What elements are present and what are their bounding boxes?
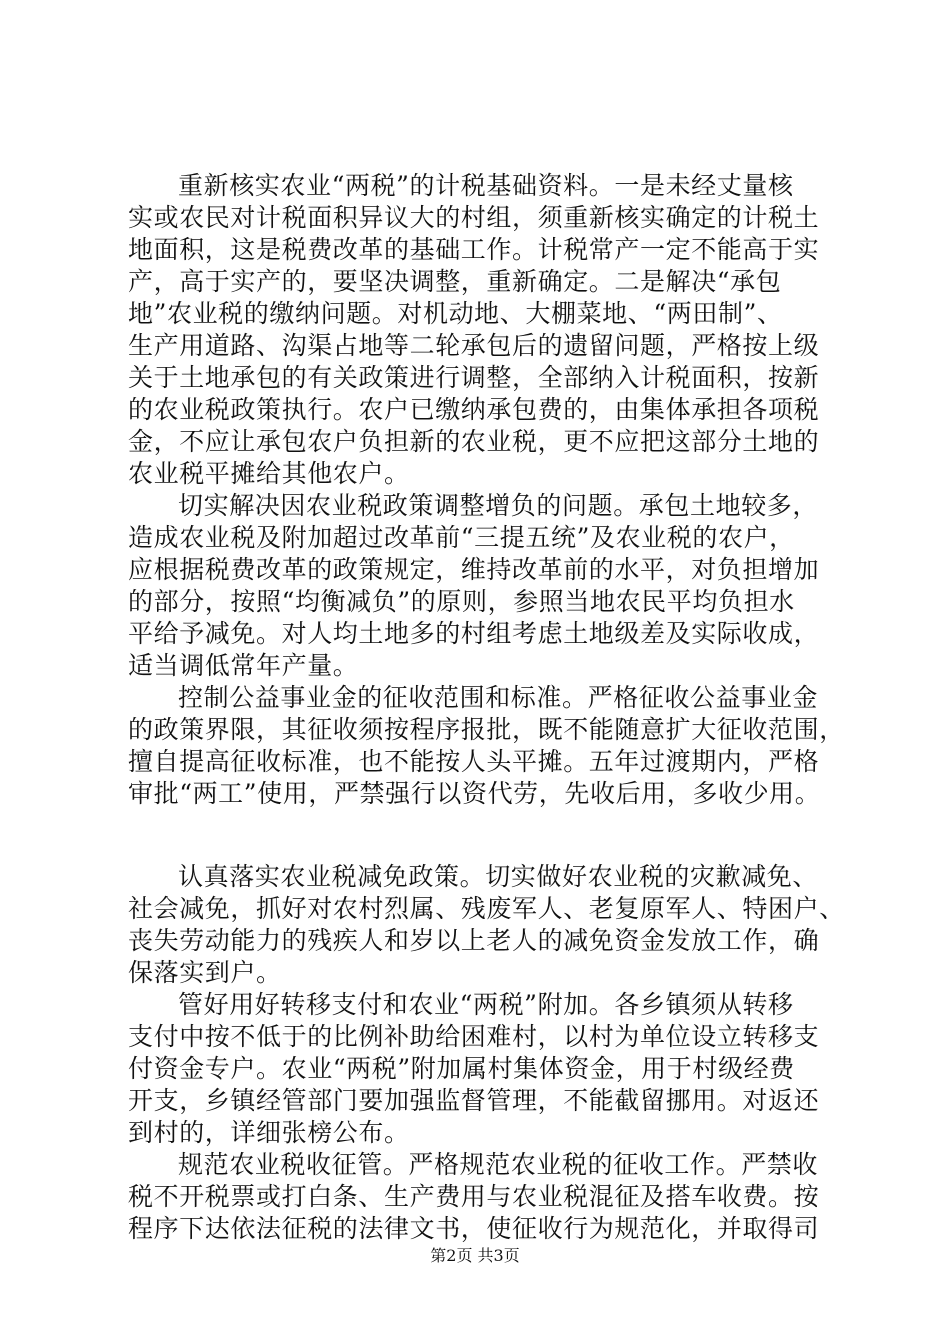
paragraph-public-welfare-fund <box>128 682 845 810</box>
text-line: 控制公益事业金的征收范围和标准。严格征收公益事业金 <box>178 683 819 712</box>
text-line: 实或农民对计税面积异议大的村组，须重新核实确定的计税土 <box>128 203 820 232</box>
paragraph-tax-relief-policy <box>128 861 845 989</box>
text-line: 切实解决因农业税政策调整增负的问题。承包土地较多， <box>178 491 819 520</box>
text-line: 丧失劳动能力的残疾人和岁以上老人的减免资金发放工作，确 <box>128 926 820 955</box>
text-line: 开支，乡镇经管部门要加强监督管理，不能截留挪用。对返还 <box>128 1086 820 1115</box>
text-line: 造成农业税及附加超过改革前“三提五统”及农业税的农户， <box>128 523 795 552</box>
paragraph-gap <box>128 810 834 861</box>
text-line: 支付中按不低于的比例补助给困难村，以村为单位设立转移支 <box>128 1022 820 1051</box>
text-line: 审批“两工”使用，严禁强行以资代劳，先收后用，多收少用。 <box>128 779 821 808</box>
text-line: 认真落实农业税减免政策。切实做好农业税的灾歉减免、 <box>178 862 819 891</box>
text-line: 税不开税票或打白条、生产费用与农业税混征及搭车收费。按 <box>128 1182 820 1211</box>
text-line: 生产用道路、沟渠占地等二轮承包后的遗留问题，严格按上级 <box>128 331 820 360</box>
text-line: 重新核实农业“两税”的计税基础资料。一是未经丈量核 <box>178 171 794 200</box>
document-body <box>128 170 845 1245</box>
text-line: 规范农业税收征管。严格规范农业税的征收工作。严禁收 <box>178 1150 819 1179</box>
paragraph-recheck-tax-basis <box>128 170 834 490</box>
text-line: 产，高于实产的，要坚决调整，重新确定。二是解决“承包 <box>128 267 782 296</box>
text-line: 平给予减免。对人均土地多的村组考虑土地级差及实际收成， <box>128 619 820 648</box>
text-line: 金，不应让承包农户负担新的农业税，更不应把这部分土地的 <box>128 427 820 456</box>
text-line: 应根据税费改革的政策规定，维持改革前的水平，对负担增加 <box>128 555 820 584</box>
paragraph-transfer-payments <box>128 989 834 1149</box>
text-line: 的农业税政策执行。农户已缴纳承包费的，由集体承担各项税 <box>128 395 820 424</box>
paragraph-burden-adjustment <box>128 490 834 682</box>
text-line: 付资金专户。农业“两税”附加属村集体资金，用于村级经费 <box>128 1054 795 1083</box>
page-number-footer: 第2页 共3页 <box>430 1246 520 1265</box>
text-line: 的部分，按照“均衡减负”的原则，参照当地农民平均负担水 <box>128 587 795 616</box>
text-line: 程序下达依法征税的法律文书，使征收行为规范化，并取得司 <box>128 1214 820 1243</box>
text-line: 擅自提高征收标准，也不能按人头平摊。五年过渡期内，严格 <box>128 747 820 776</box>
text-line: 管好用好转移支付和农业“两税”附加。各乡镇须从转移 <box>178 990 794 1019</box>
text-line: 的政策界限，其征收须按程序报批，既不能随意扩大征收范围， <box>128 715 845 744</box>
text-line: 社会减免，抓好对农村烈属、残废军人、老复原军人、特困户、 <box>128 894 845 923</box>
text-line: 适当调低常年产量。 <box>128 651 359 680</box>
paragraph-tax-collection-rules <box>128 1149 834 1245</box>
text-line: 保落实到户。 <box>128 958 282 987</box>
text-line: 到村的，详细张榜公布。 <box>128 1118 410 1147</box>
text-line: 农业税平摊给其他农户。 <box>128 459 410 488</box>
text-line: 地”农业税的缴纳问题。对机动地、大棚菜地、“两田制”、 <box>128 299 783 328</box>
text-line: 地面积，这是税费改革的基础工作。计税常产一定不能高于实 <box>128 235 820 264</box>
text-line: 关于土地承包的有关政策进行调整，全部纳入计税面积，按新 <box>128 363 820 392</box>
